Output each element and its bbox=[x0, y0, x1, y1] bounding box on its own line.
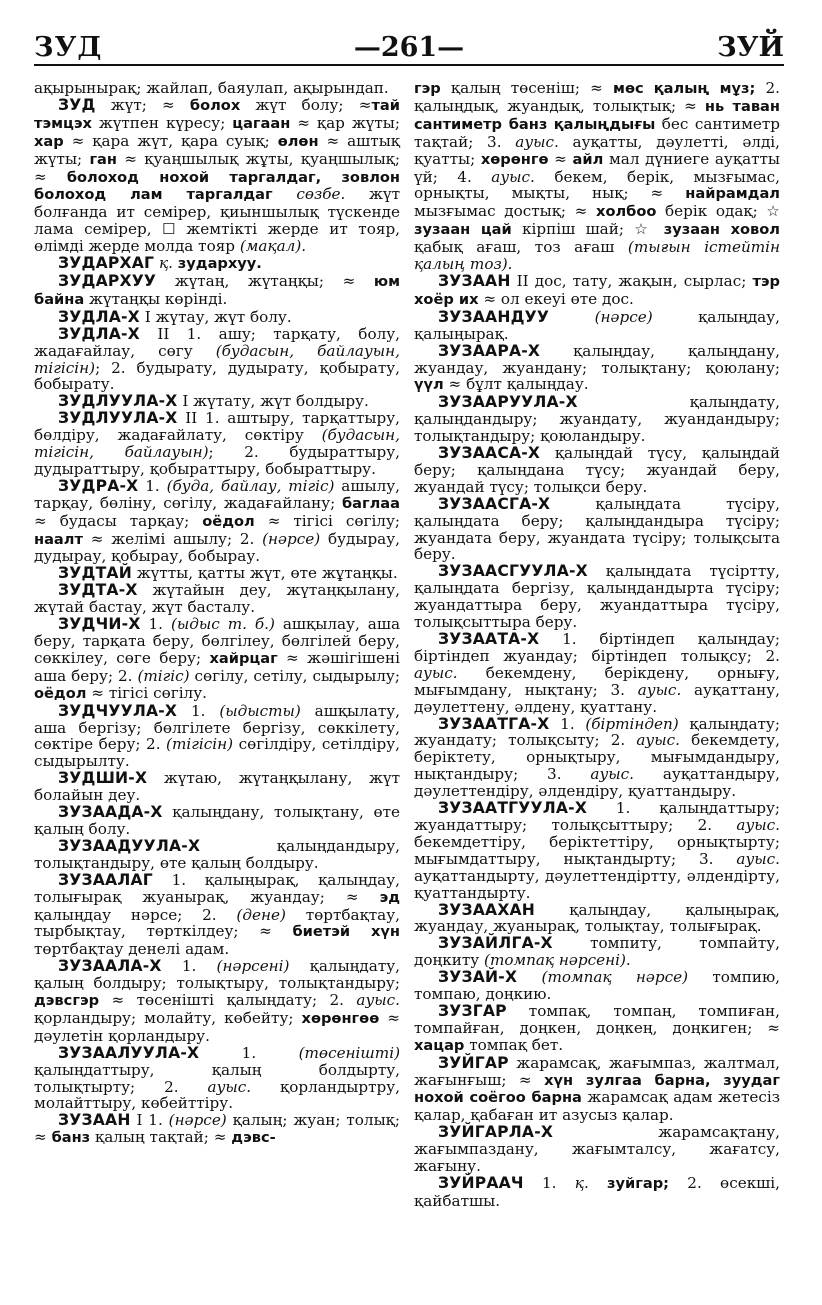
usage-note: ауыс. bbox=[515, 132, 559, 151]
example-phrase: мөс bbox=[613, 80, 644, 97]
example-phrase: өлөн bbox=[277, 132, 319, 150]
entry-headword: ЗУЗГАР bbox=[438, 1001, 507, 1020]
entry-text: ≈ тігісі сөгілу; bbox=[254, 511, 400, 530]
entry-text: 2. өсекші, қайбатшы. bbox=[414, 1174, 780, 1210]
example-phrase: зузаан цай bbox=[414, 221, 512, 239]
entry-text: ашқылау, аша беру, тарқата беру, бөлгілеу, бөлгілей беру, сөккілеу, сөге беру; bbox=[34, 615, 400, 667]
usage-note: (будасын, тігісін, байлауын) bbox=[34, 426, 400, 462]
header-rule bbox=[34, 64, 784, 66]
dictionary-entry bbox=[414, 631, 780, 716]
usage-note: (нәрсені) bbox=[216, 957, 290, 976]
example-phrase: биетэй хүн bbox=[292, 923, 400, 941]
usage-note: ауыс. bbox=[736, 815, 780, 834]
entry-text: ≈ тігісі сөгілу. bbox=[86, 683, 207, 702]
entry-text: томпиту, томпайту, доңкиту bbox=[414, 934, 780, 970]
dictionary-entry bbox=[414, 969, 780, 1003]
entry-text: қалыңдай түсу, қалыңдай беру; қалыңдана түсу; жуандай беру, жуандай түсу; толықси беру. bbox=[414, 444, 780, 496]
entry-headword: ЗУДТАЙ bbox=[58, 564, 132, 583]
usage-note: (буда, байлау, тігіс) bbox=[166, 476, 335, 495]
dictionary-entry bbox=[414, 1175, 780, 1210]
example-phrase: тэр хоёр их bbox=[414, 272, 780, 308]
entry-text: қалыңдату; жуандату; толықсыту; 2. bbox=[414, 714, 780, 750]
entry-text: жүтты, қатты жүт, өте жұтаңқы. bbox=[131, 564, 398, 583]
entry-text: қалыңдау, қалыңырақ, жуандау, жуанырақ, толықтау, толығырақ. bbox=[414, 900, 780, 936]
example-phrase: хөрөнгө bbox=[480, 150, 549, 168]
entry-text: ≈ аштық жүты; bbox=[34, 131, 400, 168]
entry-text: ≈ жәшігішені аша беру; 2. bbox=[34, 648, 400, 685]
usage-note: (ыдыс т. б.) bbox=[170, 615, 275, 634]
dictionary-entry bbox=[414, 800, 780, 901]
entry-text: қалыңдау нәрсе; 2. bbox=[34, 905, 237, 924]
entry-text: берік одақ; ☆ bbox=[656, 202, 780, 221]
example-phrase: зудархуу. bbox=[177, 255, 262, 273]
entry-headword: ЗУЗААН bbox=[58, 1111, 131, 1130]
usage-note: сөзбе. bbox=[296, 185, 346, 204]
dictionary-entry bbox=[414, 394, 780, 445]
example-phrase: хөрөнгөө bbox=[301, 1009, 380, 1027]
entry-text: жарамсақ адам жетесіз қалар, қабаған ит азусыз қалар. bbox=[414, 1088, 780, 1125]
dictionary-entry bbox=[34, 616, 400, 703]
usage-note: (томпақ нәрсені). bbox=[484, 951, 631, 970]
entry-text: жарамсақтану, жағымпаздану, жағымталсу, жағатсу, жағыну. bbox=[414, 1123, 780, 1176]
entry-headword: ЗУДЛУУЛА-Х bbox=[58, 392, 178, 411]
entry-headword: ЗУЗААТГУУЛА-Х bbox=[438, 799, 588, 818]
entry-headword: ЗУЗААН bbox=[438, 271, 511, 290]
example-phrase: дэвсгэр bbox=[34, 992, 100, 1010]
dictionary-entry bbox=[34, 273, 400, 309]
entry-text: жүтайын деу, жүтаңқылану, жүтай бастау, жүт басталу. bbox=[34, 581, 400, 617]
entry-text: ≈ қара жүт, қара суық; bbox=[63, 131, 278, 150]
entry-headword: ЗУЗААСГА-Х bbox=[438, 494, 551, 513]
usage-note: ауыс. bbox=[491, 167, 535, 186]
example-phrase: оёдол bbox=[202, 512, 255, 530]
entry-headword: ЗУДЛА-Х bbox=[58, 307, 140, 326]
entry-text: ауқатты, дәулетті, әлді, қуатты; bbox=[414, 132, 780, 168]
entry-text bbox=[549, 308, 594, 326]
entry-text: ≈ бұлт қалыңдау. bbox=[443, 375, 589, 394]
entry-headword: ЗУЙГАР bbox=[438, 1053, 509, 1072]
entry-text: томпақ, томпаң, томпиған, томпайған, доңкен, доңкең, доңкиген; ≈ bbox=[414, 1001, 780, 1037]
entry-text: қалың тақтай; ≈ bbox=[90, 1128, 232, 1147]
entry-text: томпақ бет. bbox=[464, 1035, 564, 1054]
columns bbox=[34, 80, 784, 1210]
entry-headword: ЗУДРА-Х bbox=[58, 476, 139, 495]
entry-text: қалыңдау, қалыңырақ. bbox=[414, 307, 781, 343]
entry-headword: ЗУЗААЛА-Х bbox=[58, 957, 162, 976]
entry-text: 1. қалыңырақ, қалыңдау, толығырақ жуанырақ, жуандау; ≈ bbox=[34, 870, 400, 906]
entry-text: I 1. bbox=[130, 1111, 169, 1130]
dictionary-entry bbox=[34, 565, 400, 582]
entry-text: жарамсақ, жағымпаз, жалтмал, жағынғыш; ≈ bbox=[414, 1053, 780, 1089]
entry-text: ауқаттандырту, дәулеттендіртту, әлдендірту, қуаттандырту. bbox=[414, 866, 780, 902]
dictionary-entry bbox=[34, 1045, 400, 1113]
entry-headword: ЗУЗААТГА-Х bbox=[438, 714, 550, 733]
usage-note: (біртіндеп) bbox=[585, 714, 679, 733]
entry-text: ≈ дәулетін қорландыру. bbox=[34, 1008, 400, 1045]
example-phrase: дэвс- bbox=[231, 1129, 276, 1147]
entry-headword: ЗУЗААЛУУЛА-Х bbox=[58, 1043, 200, 1062]
dictionary-entry bbox=[34, 97, 400, 255]
entry-text: ақырынырақ; жайлап, баяулап, ақырындап. bbox=[34, 79, 389, 97]
entry-text bbox=[589, 1174, 607, 1192]
entry-text: ; 2. будыраттыру, дудыраттыру, қобыраттыру, бобыраттыру. bbox=[34, 443, 400, 478]
header-right-guideword: ЗУЙ bbox=[717, 32, 784, 63]
example-phrase: баглаа bbox=[341, 494, 400, 512]
example-phrase: цагаан bbox=[232, 114, 291, 132]
usage-note: ауыс. bbox=[414, 663, 458, 682]
entry-text: 1. қалыңдаттыру; жуандаттыру; толықсыттыру; 2. bbox=[414, 799, 780, 834]
entry-text: II дос, тату, жақын, сырлас; bbox=[510, 271, 753, 290]
entry-headword: ЗУЗААХАН bbox=[438, 900, 536, 919]
entry-text: жүт болу; ≈ bbox=[240, 95, 372, 114]
usage-note: (ыдысты) bbox=[219, 701, 301, 720]
example-phrase: үүл bbox=[414, 376, 444, 394]
entry-text: будырау, дудырау, қобырау, бобырау. bbox=[34, 529, 401, 566]
example-phrase: холбоо bbox=[596, 203, 657, 221]
example-phrase: болоход нохой таргалдаг, зовлон болоход лам таргалдаг bbox=[34, 168, 400, 204]
usage-note: ауыс. bbox=[590, 765, 634, 784]
usage-note: (будасын, байлауын, тігісін) bbox=[34, 341, 400, 377]
entry-text: сөгілу, сетілу, сыдырылу; bbox=[189, 666, 400, 685]
example-phrase: хар bbox=[34, 132, 64, 150]
header-left-guideword: ЗУД bbox=[34, 32, 103, 63]
dictionary-entry bbox=[34, 393, 400, 410]
usage-note: (томпақ нәрсе) bbox=[541, 968, 689, 987]
entry-headword: ЗУЗААРУУЛА-Х bbox=[438, 393, 578, 412]
entry-headword: ЗУДЛА-Х bbox=[58, 324, 140, 343]
entry-text: 1. bbox=[138, 476, 167, 495]
entry-text: II 1. аштыру, тарқаттыру, бөлдіру, жадағайлату, сөктіру bbox=[34, 409, 400, 445]
dictionary-entry bbox=[34, 838, 400, 872]
entry-text: бекемдету, беріктету, орнықтыру, мығымдандыру, нықтандыру; 3. bbox=[414, 731, 780, 784]
example-phrase: қалың мұз; bbox=[653, 80, 756, 97]
entry-headword: ЗУДАРХУУ bbox=[58, 271, 157, 290]
entry-text: қорландыртру, молайттыру, көбейттіру. bbox=[34, 1077, 400, 1113]
entry-text bbox=[273, 185, 297, 203]
entry-text: бекем, берік, мызғымас, орнықты, мықты, нық; ≈ bbox=[414, 167, 780, 203]
example-phrase: банз bbox=[51, 1129, 91, 1147]
entry-text: жүтпен күресу; bbox=[91, 113, 233, 132]
entry-headword: ЗУЗААСГУУЛА-Х bbox=[438, 562, 588, 581]
example-phrase: эд bbox=[379, 888, 400, 906]
example-phrase: оёдол bbox=[34, 684, 87, 702]
entry-text: жүтаң, жүтаңқы; ≈ bbox=[156, 271, 374, 290]
entry-headword: ЗУДАРХАГ bbox=[58, 254, 155, 273]
entry-headword: ЗУЗААЛАГ bbox=[58, 870, 153, 889]
entry-text: ≈ bbox=[548, 149, 573, 168]
entry-text: бекемдеттіру, беріктеттіру, орнықтырту; мығымдаттыру, нықтандырту; 3. bbox=[414, 832, 780, 868]
dictionary-entry bbox=[34, 478, 400, 566]
usage-note: (нәрсе) bbox=[168, 1111, 227, 1130]
entry-text: 1. біртіндеп қалыңдау; біртіндеп жуандау; біртіндеп толықсу; 2. bbox=[414, 630, 780, 665]
entry-text: 1. bbox=[549, 714, 586, 733]
dictionary-entry bbox=[414, 343, 780, 395]
dictionary-entry bbox=[414, 273, 780, 309]
dictionary-entry bbox=[34, 326, 400, 394]
entry-text: қалыңдата түсіру, қалыңдата беру; қалыңдандыра түсіру; жуандата беру, жуандата түсіру; толықсыта беру. bbox=[414, 494, 780, 564]
page-number: —261— bbox=[353, 32, 465, 63]
right-column bbox=[414, 80, 780, 1210]
dictionary-entry bbox=[34, 582, 400, 616]
dictionary-entry bbox=[34, 770, 400, 804]
entry-text: жүт; ≈ bbox=[95, 95, 190, 114]
usage-note: (нәрсе) bbox=[594, 307, 653, 326]
entry-headword: ЗУДЧУУЛА-Х bbox=[58, 701, 178, 720]
entry-text: төртбақтау, тырбықтау, төрткілдеу; ≈ bbox=[34, 905, 400, 941]
entry-text: бес сантиметр тақтай; 3. bbox=[414, 114, 780, 151]
entry-text: 2. қалыңдық, жуандық, толықтық; ≈ bbox=[414, 79, 780, 115]
entry-text: қорландыру; молайту, көбейту; bbox=[34, 1008, 302, 1027]
dictionary-entry bbox=[34, 1112, 400, 1147]
entry-text: қалың төсеніш; ≈ bbox=[440, 79, 614, 97]
entry-text bbox=[517, 968, 541, 986]
example-phrase: болох bbox=[189, 96, 241, 114]
entry-text: ашылу, тарқау, бөліну, сөгілу, жадағайлану; bbox=[34, 476, 400, 512]
entry-text: 1. bbox=[199, 1043, 299, 1062]
entry-text: қалыңдандыру, толықтандыру, өте қалың болдыру. bbox=[34, 836, 400, 872]
dictionary-entry bbox=[414, 902, 780, 936]
example-phrase: айл bbox=[572, 150, 604, 168]
entry-text: қалыңдата түсіртту, қалыңдата бергізу, қалыңдандырта түсіру; жуандаттыра беру, жуандаттыра түсіру, толықсыттыра беру. bbox=[414, 562, 780, 632]
entry-headword: ЗУЙГАРЛА-Х bbox=[438, 1123, 554, 1142]
example-phrase: қалыңдығы bbox=[553, 115, 656, 133]
example-phrase: юм байна bbox=[34, 272, 400, 308]
usage-note: (дене) bbox=[236, 905, 286, 924]
entry-text: кірпіш шай; ☆ bbox=[511, 220, 664, 239]
entry-headword: ЗУД bbox=[58, 95, 96, 114]
example-phrase: хацар bbox=[414, 1036, 465, 1054]
entry-text: қабық ағаш, тоз ағаш bbox=[414, 238, 628, 257]
entry-text: ашқылату, аша бергізу; бөлгілете бергізу, сөккілету, сөктіре беру; 2. bbox=[34, 701, 400, 754]
entry-headword: ЗУЗААТА-Х bbox=[438, 630, 540, 648]
entry-text: 1. bbox=[140, 615, 171, 634]
usage-note: ауыс. bbox=[207, 1077, 252, 1096]
usage-note: (нәрсе) bbox=[262, 529, 321, 548]
entry-text: жүтаңқы көрінді. bbox=[84, 289, 228, 308]
dictionary-entry bbox=[34, 872, 400, 959]
dictionary-entry bbox=[34, 958, 400, 1045]
usage-note: (төсенішті) bbox=[298, 1043, 400, 1062]
entry-text: ауқаттандыру, дәулеттендіру, әлдендіру, қуаттандыру. bbox=[414, 765, 780, 801]
example-phrase: найрамдал bbox=[685, 185, 780, 203]
entry-headword: ЗУЗААДУУЛА-Х bbox=[58, 836, 201, 855]
dictionary-entry bbox=[414, 1055, 780, 1125]
entry-text: ≈ төсенішті қалыңдату; 2. bbox=[99, 991, 357, 1010]
entry-text: бекемдену, берікдену, орнығу, мығымдану, нықтану; 3. bbox=[414, 663, 780, 699]
dictionary-entry bbox=[34, 255, 400, 273]
usage-note: ауыс. bbox=[736, 849, 780, 868]
entry-headword: ЗУЗААСА-Х bbox=[438, 444, 541, 463]
entry-text: төртбақтау денелі адам. bbox=[34, 940, 230, 959]
entry-headword: ЗУДШИ-Х bbox=[58, 769, 148, 788]
entry-text: жүтаю, жүтаңқылану, жүт болайын деу. bbox=[34, 769, 400, 805]
entry-text: қалыңдау, қалыңдану, жуандау, жуандану; толықтану; қоюлану; bbox=[414, 341, 780, 377]
usage-note: қ. bbox=[574, 1174, 589, 1192]
left-column bbox=[34, 80, 400, 1210]
entry-text: ; 2. будырату, дудырату, қобырату, бобырату. bbox=[34, 358, 400, 394]
usage-note: ауыс. bbox=[636, 731, 680, 750]
entry-text: ≈ ол екеуі өте дос. bbox=[478, 289, 634, 308]
entry-text bbox=[644, 79, 654, 97]
entry-text: 1. bbox=[523, 1174, 575, 1192]
entry-text: қалыңдаттыру, қалың болдырту, толықтырту; 2. bbox=[34, 1060, 400, 1096]
entry-text: ≈ желімі ашылу; 2. bbox=[82, 529, 263, 548]
example-phrase: ган bbox=[89, 150, 117, 168]
dictionary-entry bbox=[34, 703, 400, 771]
example-phrase: хайрцаг bbox=[209, 649, 278, 667]
example-phrase: нь таван сантиметр банз bbox=[414, 97, 780, 133]
entry-text: ауқаттану, дәулеттену, әлдену, қуаттану. bbox=[414, 680, 780, 716]
usage-note: (тігісін) bbox=[166, 735, 234, 754]
entry-headword: ЗУЙРААЧ bbox=[438, 1174, 524, 1192]
dictionary-entry bbox=[414, 496, 780, 564]
dictionary-entry bbox=[34, 804, 400, 838]
entry-headword: ЗУЗАЙЛГА-Х bbox=[438, 934, 553, 953]
entry-text: жүт болғанда ит семірер, қиыншылық түскенде лама семірер, ☐ жемтікті жерде ит тояр, өлімді жерде молда тояр bbox=[34, 185, 401, 256]
dictionary-entry bbox=[414, 1124, 780, 1175]
dictionary-entry bbox=[414, 935, 780, 969]
entry-headword: ЗУДЧИ-Х bbox=[58, 615, 141, 634]
entry-text: ≈ қуаңшылық жұты, қуаңшылық; ≈ bbox=[34, 149, 400, 186]
dictionary-entry bbox=[414, 1003, 780, 1055]
entry-text: ≈ будасы тарқау; bbox=[34, 511, 203, 530]
entry-text: қалыңдату, қалыңдандыру; жуандату, жуандандыру; толықтандыру; қоюландыру. bbox=[414, 393, 780, 446]
dictionary-entry bbox=[34, 410, 400, 478]
entry-text: I жүтау, жүт болу. bbox=[139, 307, 292, 326]
page-header bbox=[34, 28, 784, 68]
example-phrase: зуйгар; bbox=[607, 1175, 670, 1192]
usage-note: (тығын істейтін қалың тоз). bbox=[414, 238, 780, 274]
entry-text: I жүтату, жүт болдыру. bbox=[177, 392, 369, 411]
example-phrase: наалт bbox=[34, 530, 83, 548]
example-phrase: гэр bbox=[414, 80, 441, 97]
dictionary-entry bbox=[414, 80, 780, 273]
dictionary-entry bbox=[34, 309, 400, 326]
entry-text: 1. bbox=[177, 701, 220, 720]
entry-text: II 1. ашу; тарқату, болу, жадағайлау, сөгу bbox=[34, 324, 400, 360]
entry-text: сөгілдіру, сетілдіру, сыдырылту. bbox=[34, 735, 400, 771]
usage-note: (тігіс) bbox=[137, 666, 190, 685]
entry-headword: ЗУДТА-Х bbox=[58, 581, 138, 600]
dictionary-entry bbox=[34, 80, 400, 97]
entry-headword: ЗУДЛУУЛА-Х bbox=[58, 409, 178, 428]
entry-text: қалыңдату, қалың болдыру; толықтыру, толықтандыру; bbox=[34, 957, 400, 993]
example-phrase: зузаан ховол bbox=[663, 221, 780, 239]
usage-note: ауыс. bbox=[637, 680, 682, 699]
entry-headword: ЗУЗАЙ-Х bbox=[438, 968, 518, 987]
entry-text: қалыңдану, толықтану, өте қалың болу. bbox=[34, 803, 400, 838]
entry-text: томпию, томпаю, доңкию. bbox=[414, 968, 781, 1004]
example-phrase: хүн зулгаа барна, зуудаг нохой соёгоо барна bbox=[414, 1071, 780, 1107]
entry-headword: ЗУЗААРА-Х bbox=[438, 341, 541, 360]
dictionary-entry bbox=[414, 309, 780, 343]
entry-text: мызғымас достық; ≈ bbox=[414, 202, 597, 221]
entry-headword: ЗУЗААНДУУ bbox=[438, 307, 550, 326]
usage-note: (мақал). bbox=[239, 237, 307, 256]
entry-text: мал дүниеге ауқатты үй; 4. bbox=[414, 149, 781, 186]
entry-text: 1. bbox=[161, 957, 217, 976]
usage-note: қ. bbox=[158, 254, 173, 273]
dictionary-entry bbox=[414, 445, 780, 496]
example-phrase: тай тэмцэх bbox=[34, 96, 400, 132]
entry-text: қалың; жуан; толық; ≈ bbox=[34, 1111, 400, 1147]
entry-text: ≈ қар жүты; bbox=[290, 113, 400, 132]
dictionary-entry bbox=[414, 563, 780, 631]
entry-headword: ЗУЗААДА-Х bbox=[58, 803, 163, 822]
dictionary-entry bbox=[414, 716, 780, 801]
usage-note: ауыс. bbox=[356, 991, 400, 1010]
